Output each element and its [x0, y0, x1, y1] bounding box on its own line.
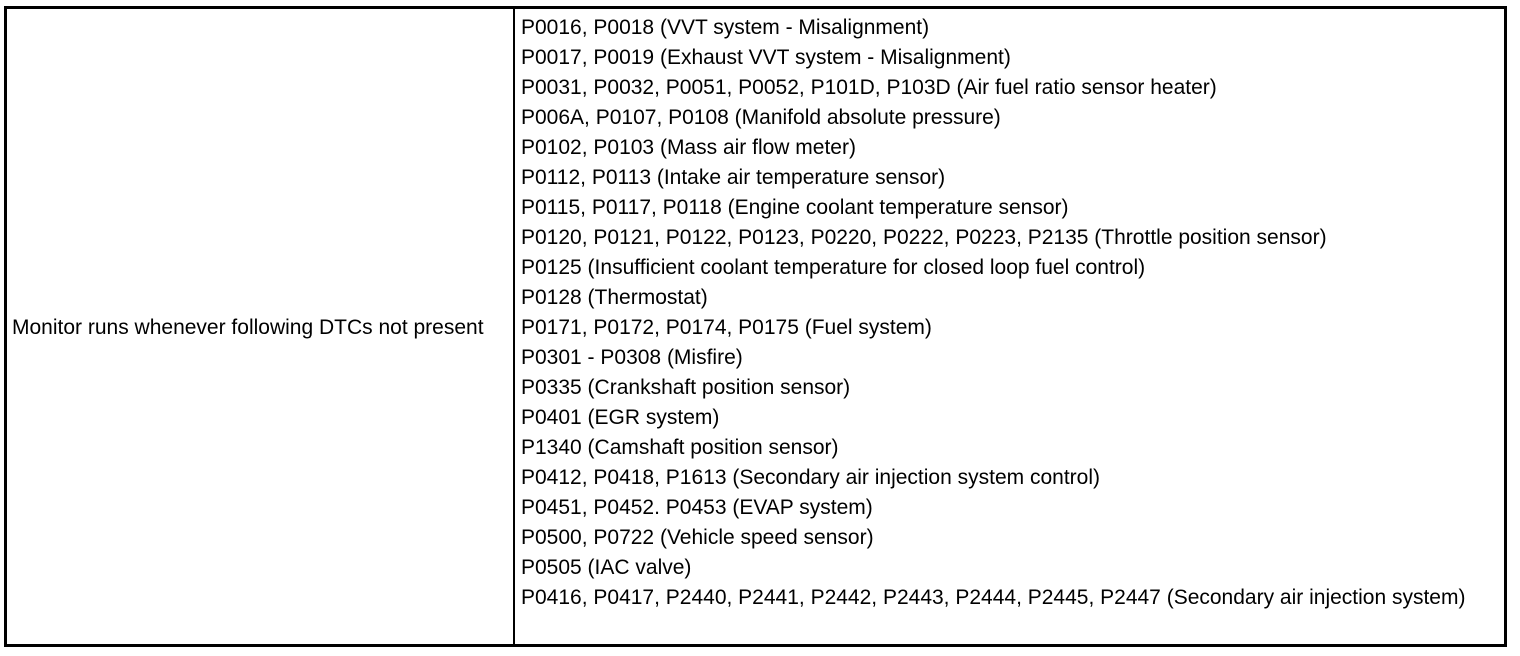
dtc-line: P006A, P0107, P0108 (Manifold absolute pressure): [521, 106, 1001, 129]
dtc-line: P0125 (Insufficient coolant temperature for closed loop fuel control): [521, 256, 1146, 279]
dtc-line: P1340 (Camshaft position sensor): [521, 436, 839, 459]
dtc-line: P0017, P0019 (Exhaust VVT system - Misalignment): [521, 46, 1011, 69]
dtc-condition-table: [4, 6, 1507, 647]
dtc-line: P0171, P0172, P0174, P0175 (Fuel system): [521, 316, 932, 339]
dtc-line: P0102, P0103 (Mass air flow meter): [521, 136, 856, 159]
dtc-list-cell: [515, 9, 1504, 644]
dtc-line: P0128 (Thermostat): [521, 286, 708, 309]
dtc-line: P0112, P0113 (Intake air temperature sensor): [521, 166, 946, 189]
condition-cell: [7, 9, 515, 644]
dtc-line: P0500, P0722 (Vehicle speed sensor): [521, 526, 874, 549]
dtc-line: P0412, P0418, P1613 (Secondary air injection system control): [521, 466, 1100, 489]
dtc-line: P0115, P0117, P0118 (Engine coolant temperature sensor): [521, 196, 1069, 219]
dtc-line: P0401 (EGR system): [521, 406, 720, 429]
dtc-line: P0416, P0417, P2440, P2441, P2442, P2443, P2444, P2445, P2447 (Secondary air injection system): [521, 586, 1466, 609]
dtc-line: P0451, P0452. P0453 (EVAP system): [521, 496, 873, 519]
dtc-line: P0301 - P0308 (Misfire): [521, 346, 743, 369]
dtc-line: P0505 (IAC valve): [521, 556, 692, 579]
dtc-line: P0120, P0121, P0122, P0123, P0220, P0222, P0223, P2135 (Throttle position sensor): [521, 226, 1327, 249]
dtc-line: P0031, P0032, P0051, P0052, P101D, P103D (Air fuel ratio sensor heater): [521, 76, 1217, 99]
dtc-line: P0016, P0018 (VVT system - Misalignment): [521, 16, 930, 39]
condition-label: Monitor runs whenever following DTCs not present: [12, 315, 484, 339]
dtc-line: P0335 (Crankshaft position sensor): [521, 376, 851, 399]
